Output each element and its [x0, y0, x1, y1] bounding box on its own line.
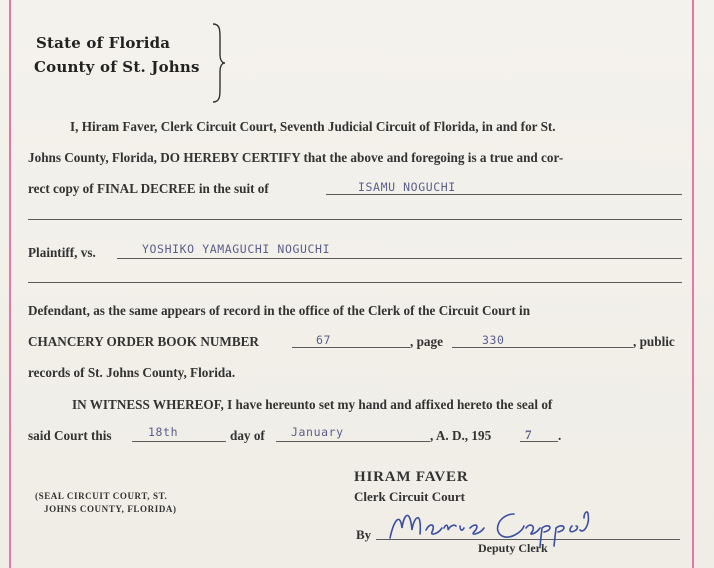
defendant-name-field: YOSHIKO YAMAGUCHI NOGUCHI: [142, 242, 331, 256]
plaintiff-label: Plaintiff, vs.: [28, 245, 96, 260]
state-heading: State of Florida: [36, 34, 171, 52]
certify-line-3: rect copy of FINAL DECREE in the suit of: [28, 181, 269, 196]
county-heading: County of St. Johns: [34, 58, 200, 76]
book-number-rule: [292, 347, 410, 348]
page-label: , page: [410, 334, 443, 349]
deputy-clerk-label: Deputy Clerk: [478, 541, 548, 555]
by-label: By: [356, 527, 372, 542]
year-digit-field: 7: [525, 427, 533, 442]
witness-line: IN WITNESS WHEREOF, I have hereunto set my hand and affixed hereto the seal of: [72, 397, 553, 412]
seal-line-2: JOHNS COUNTY, FLORIDA): [44, 504, 177, 514]
defendant-continuation-rule: [28, 282, 682, 283]
clerk-name: HIRAM FAVER: [354, 469, 469, 485]
month-field: January: [291, 425, 344, 439]
book-number-field: 67: [316, 333, 332, 347]
day-rule: [132, 441, 226, 442]
page-rule: [452, 347, 633, 348]
year-label: , A. D., 195: [430, 428, 492, 443]
clerk-title: Clerk Circuit Court: [354, 489, 465, 504]
record-line: Defendant, as the same appears of record in the office of the Clerk of the Circuit Court in: [28, 303, 531, 318]
certify-line-1: I, Hiram Faver, Clerk Circuit Court, Seventh Judicial Circuit of Florida, in and for St.: [70, 119, 556, 134]
plaintiff-name-field: ISAMU NOGUCHI: [358, 180, 456, 194]
records-line: records of St. Johns County, Florida.: [28, 365, 236, 380]
month-rule: [276, 441, 430, 442]
date-prefix: said Court this: [28, 428, 112, 443]
seal-line-1: (SEAL CIRCUIT COURT, ST.: [35, 491, 168, 501]
day-field: 18th: [148, 425, 179, 439]
public-label: , public: [633, 334, 675, 349]
right-pink-border: [692, 0, 694, 568]
page-number-field: 330: [482, 333, 505, 347]
plaintiff-rule: [326, 194, 682, 195]
year-rule: [520, 441, 558, 442]
certify-line-2: Johns County, Florida, DO HEREBY CERTIFY that the above and foregoing is a true and cor-: [28, 150, 564, 165]
day-of-label: day of: [230, 428, 265, 443]
right-brace-icon: [211, 22, 227, 104]
defendant-rule: [117, 258, 682, 259]
date-end-period: .: [558, 428, 562, 443]
left-pink-border: [9, 0, 11, 568]
plaintiff-continuation-rule: [28, 219, 682, 220]
book-number-label: CHANCERY ORDER BOOK NUMBER: [28, 334, 259, 349]
